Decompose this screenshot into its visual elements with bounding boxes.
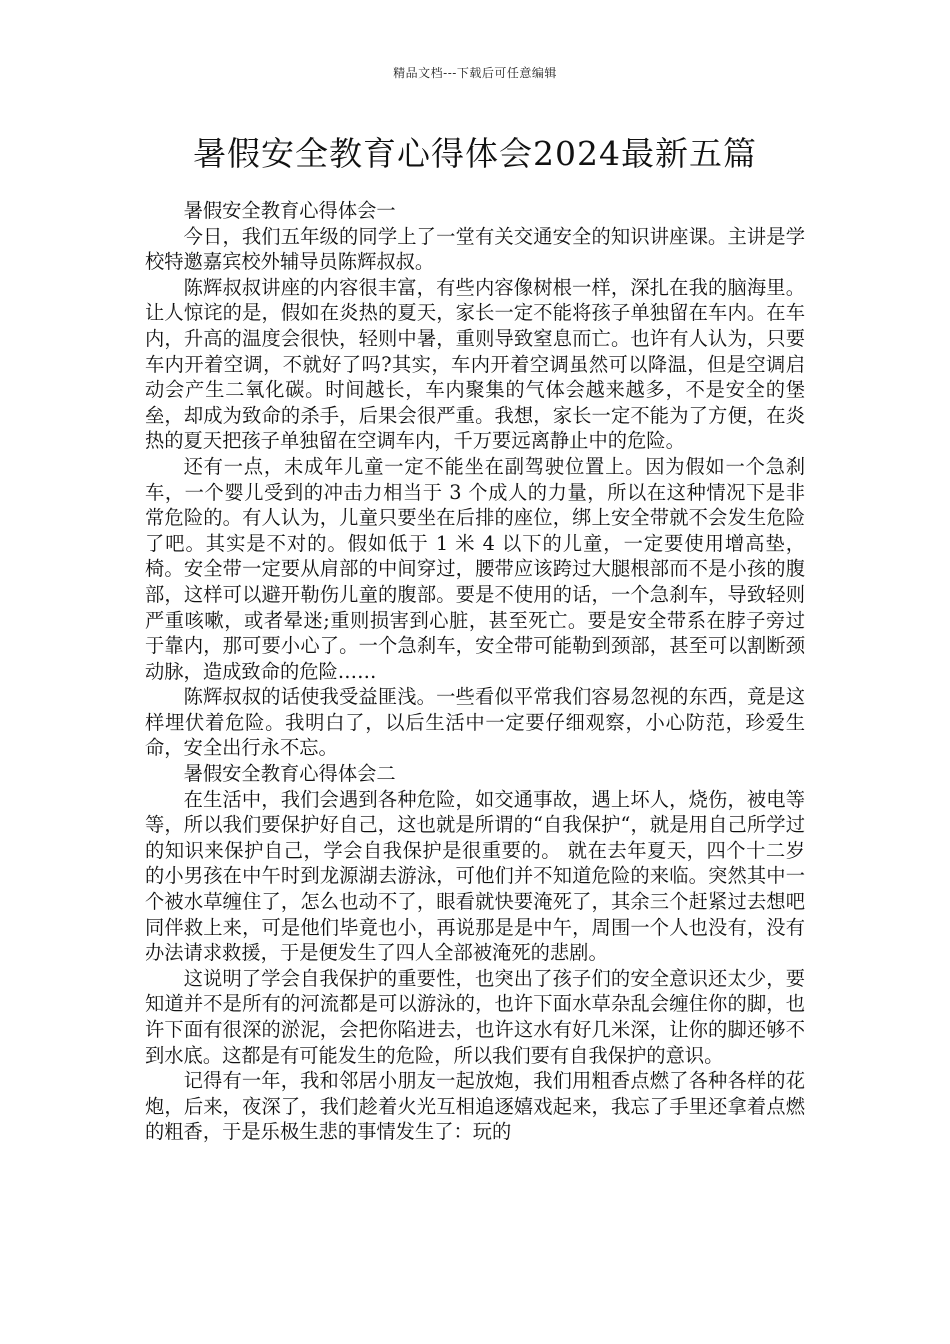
header-note: 精品文档---下载后可任意编辑 [393,66,557,80]
section-heading-2: 暑假安全教育心得体会二 [183,762,396,786]
paragraph: 还有一点，未成年儿童一定不能坐在副驾驶位置上。因为假如一个急刹车，一个婴儿受到的冲击力相当于 3 个成人的力量，所以在这种情况下是非常危险的。有人认为，儿童只要坐在后排的座位，绑上安全带就不会发生危险了吧。其实是不对的。假如低于 1 米 4 以下的儿童，一定要使用增高垫，椅。安全带一定要从肩部的中间穿过，腰带应该跨过大腿根部而不是小孩的腹部，这样可以避开勒伤儿童的腹部。要是不使用的话，一个急刹车，导致轻则严重咳嗽，或者晕迷;重则损害到心脏，甚至死亡。要是安全带系在脖子旁过于靠内，那可要小心了。一个急刹车，安全带可能勒到颈部，甚至可以割断颈动脉，造成致命的危险…… [145,454,805,683]
paragraph: 记得有一年，我和邻居小朋友一起放炮，我们用粗香点燃了各种各样的花炮，后来，夜深了，我们趁着火光互相追逐嬉戏起来，我忘了手里还拿着点燃的粗香，于是乐极生悲的事情发生了：玩的 [145,1069,805,1144]
paragraph: 这说明了学会自我保护的重要性，也突出了孩子们的安全意识还太少，要知道并不是所有的河流都是可以游泳的，也许下面水草杂乱会缠住你的脚，也许下面有很深的淤泥，会把你陷进去，也许这水有好几米深，让你的脚还够不到水底。这都是有可能发生的危险，所以我们要有自我保护的意识。 [145,966,805,1067]
section-heading-1: 暑假安全教育心得体会一 [183,199,396,222]
paragraph: 今日，我们五年级的同学上了一堂有关交通安全的知识讲座课。主讲是学校特邀嘉宾校外辅导员陈辉叔叔。 [145,224,805,274]
paragraph: 陈辉叔叔的话使我受益匪浅。一些看似平常我们容易忽视的东西，竟是这样埋伏着危险。我明白了，以后生活中一定要仔细观察，小心防范，珍爱生命，安全出行永不忘。 [145,685,805,760]
document-body [145,198,805,1145]
paragraph: 在生活中，我们会遇到各种危险，如交通事故，遇上坏人，烧伤，被电等等，所以我们要保护好自己，这也就是所谓的“自我保护“，就是用自己所学过的知识来保护自己，学会自我保护是很重要的。 就在去年夏天，四个十二岁的小男孩在中午时到龙源湖去游泳，可他们并不知道危险的来临。突然其中一个被水草缠住了，怎么也动不了，眼看就快要淹死了，其余三个赶紧过去想吧同伴救上来，可是他们毕竟也小，再说那是是中午，周围一个人也没有，没有办法请求救援，于是便发生了四人全部被淹死的悲剧。 [145,787,805,965]
document-title: 暑假安全教育心得体会2024最新五篇 [193,134,757,173]
paragraph: 陈辉叔叔讲座的内容很丰富，有些内容像树根一样，深扎在我的脑海里。让人惊诧的是，假如在炎热的夏天，家长一定不能将孩子单独留在车内。在车内，升高的温度会很快，轻则中暑，重则导致窒息而亡。也许有人认为，只要车内开着空调，不就好了吗?其实，车内开着空调虽然可以降温，但是空调启动会产生二氧化碳。时间越长，车内聚集的气体会越来越多，不是安全的堡垒，却成为致命的杀手，后果会很严重。我想，家长一定不能为了方便，在炎热的夏天把孩子单独留在空调车内，千万要远离静止中的危险。 [145,275,805,453]
